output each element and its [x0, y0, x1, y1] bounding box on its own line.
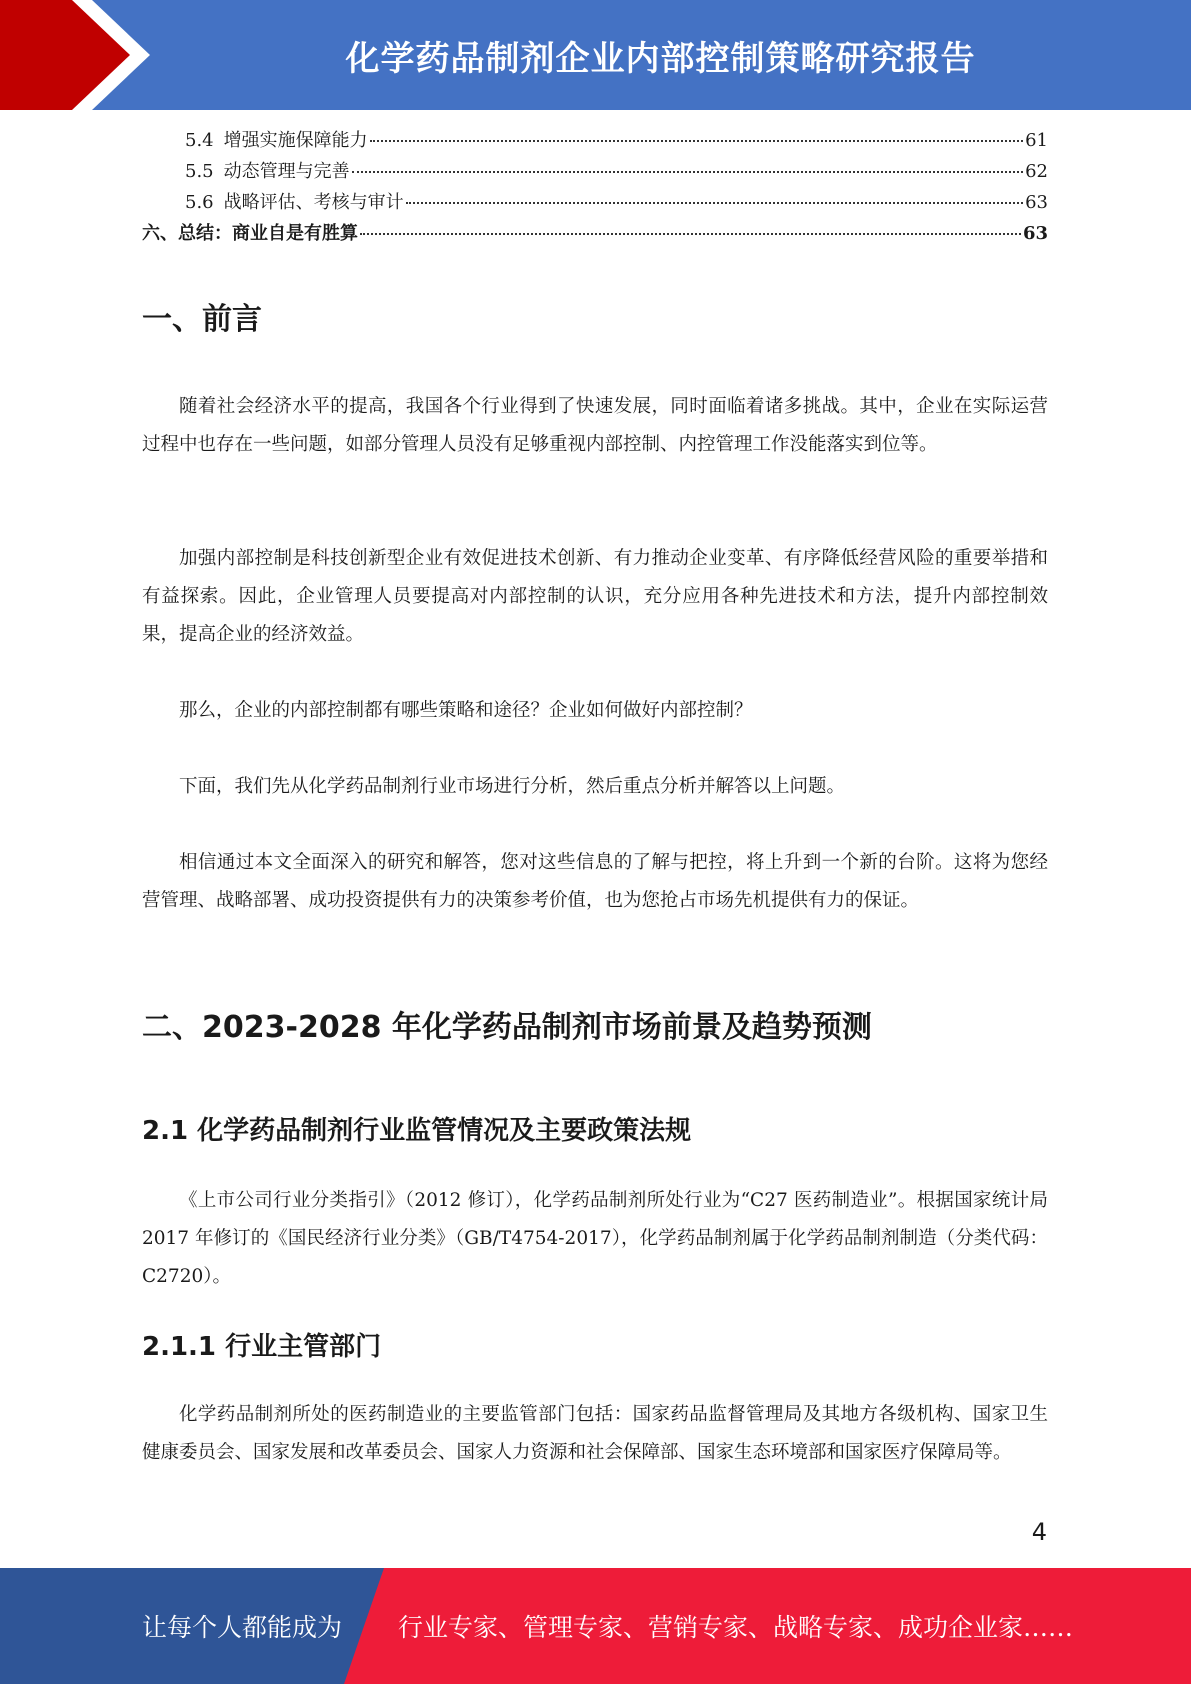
toc-leader	[406, 202, 1023, 204]
subsection-heading-2-1: 2.1 化学药品制剂行业监管情况及主要政策法规	[142, 1116, 692, 1146]
toc-number: 5.6	[185, 192, 214, 213]
toc-page: 63	[1022, 223, 1048, 244]
document-body	[142, 126, 1048, 1463]
section-heading-intro: 一、前言	[142, 302, 262, 337]
page-footer	[0, 1568, 1191, 1684]
table-of-contents	[142, 126, 1048, 250]
page-header	[0, 0, 1191, 110]
footer-slogan-right: 行业专家、管理专家、营销专家、战略专家、成功企业家……	[398, 1613, 1074, 1642]
toc-number: 5.5	[185, 161, 214, 182]
section-heading-market: 二、2023-2028 年化学药品制剂市场前景及趋势预测	[142, 1010, 872, 1045]
toc-leader	[360, 233, 1021, 235]
toc-page: 61	[1025, 130, 1048, 151]
toc-entry-6[interactable]	[142, 219, 1048, 250]
toc-page: 62	[1025, 161, 1048, 182]
toc-entry-5-5[interactable]	[142, 157, 1048, 188]
header-title: 化学药品制剂企业内部控制策略研究报告	[345, 38, 976, 79]
toc-title: 六、总结：商业自是有胜算	[142, 223, 358, 244]
toc-entry-5-6[interactable]	[142, 188, 1048, 219]
toc-leader	[352, 171, 1023, 173]
subsection-paragraph-2-1: 《上市公司行业分类指引》（2012 修订），化学药品制剂所处行业为“C27 医药制造业”。根据国家统计局 2017 年修订的《国民经济行业分类》（GB/T4754-2017），化学药品制剂属于化学药品制剂制造（分类代码：C2720）。	[142, 1190, 1048, 1287]
intro-paragraph-2: 加强内部控制是科技创新型企业有效促进技术创新、有力推动企业变革、有序降低经营风险的重要举措和有益探索。因此，企业管理人员要提高对内部控制的认识，充分应用各种先进技术和方法，提升内部控制效果，提高企业的经济效益。	[142, 548, 1048, 645]
toc-entry-5-4[interactable]	[142, 126, 1048, 157]
toc-leader	[370, 140, 1023, 142]
intro-paragraph-3: 那么，企业的内部控制都有哪些策略和途径？企业如何做好内部控制？	[179, 700, 753, 721]
page-number: 4	[1031, 1518, 1047, 1546]
footer-slogan-left: 让每个人都能成为	[142, 1613, 343, 1642]
intro-paragraph-1: 随着社会经济水平的提高，我国各个行业得到了快速发展，同时面临着诸多挑战。其中，企业在实际运营过程中也存在一些问题，如部分管理人员没有足够重视内部控制、内控管理工作没能落实到位等。	[142, 396, 1048, 455]
intro-paragraph-5: 相信通过本文全面深入的研究和解答，您对这些信息的了解与把控，将上升到一个新的台阶。这将为您经营管理、战略部署、成功投资提供有力的决策参考价值，也为您抢占市场先机提供有力的保证。	[142, 852, 1048, 911]
toc-page: 63	[1025, 192, 1048, 213]
intro-paragraph-4: 下面，我们先从化学药品制剂行业市场进行分析，然后重点分析并解答以上问题。	[179, 776, 846, 797]
toc-number: 5.4	[185, 130, 214, 151]
toc-title: 战略评估、考核与审计	[223, 192, 404, 213]
subsection-paragraph-2-1-1: 化学药品制剂所处的医药制造业的主要监管部门包括：国家药品监督管理局及其地方各级机构、国家卫生健康委员会、国家发展和改革委员会、国家人力资源和社会保障部、国家生态环境部和国家医疗保障局等。	[142, 1404, 1048, 1463]
toc-title: 增强实施保障能力	[223, 130, 368, 151]
toc-title: 动态管理与完善	[223, 161, 350, 182]
subsection-heading-2-1-1: 2.1.1 行业主管部门	[142, 1332, 382, 1362]
